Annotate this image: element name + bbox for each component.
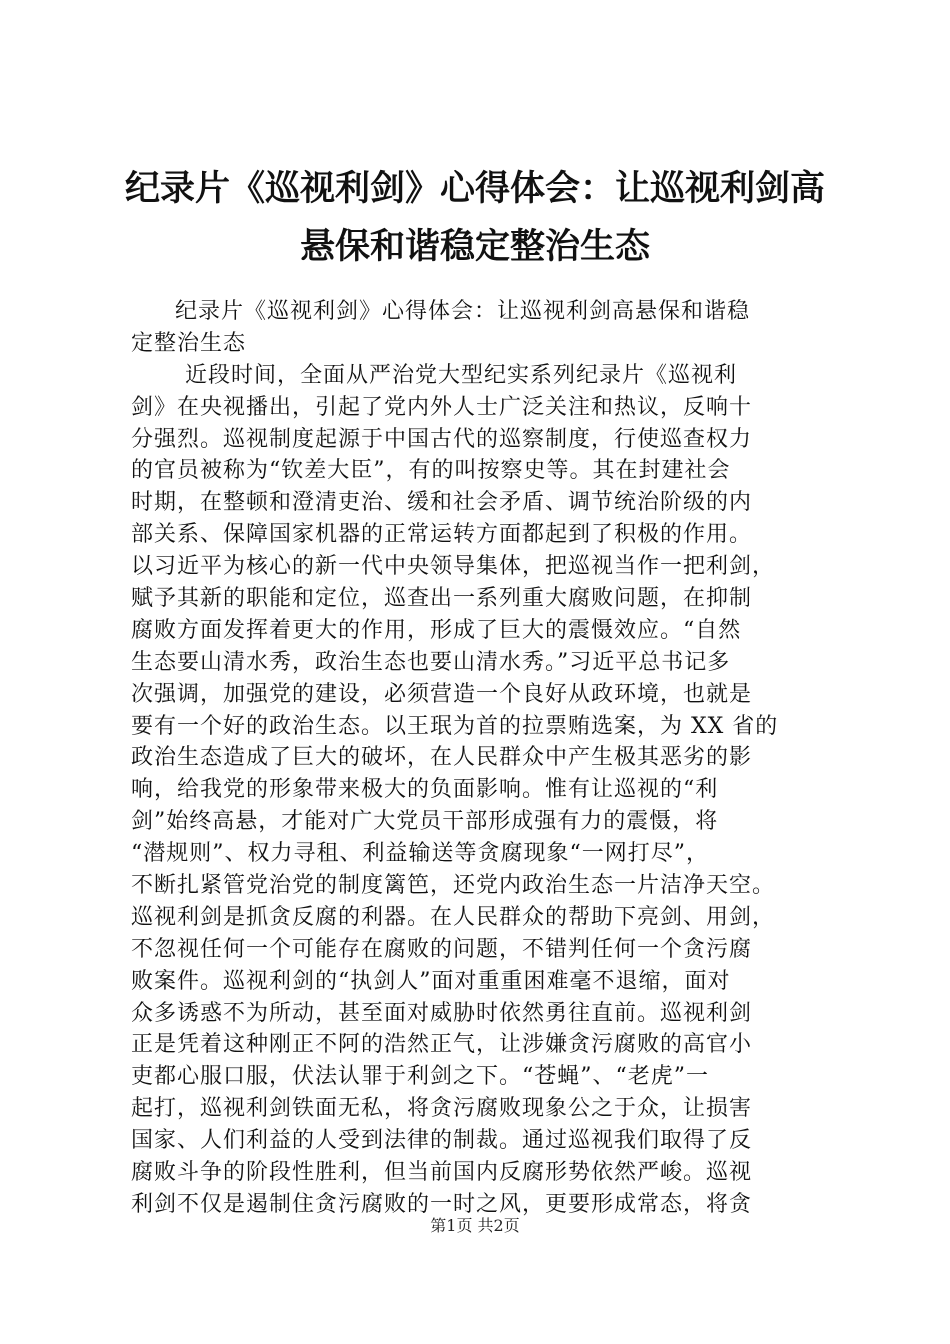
body-line: 吏都心服口服，伏法认罪于利剑之下。“苍蝇”、“老虎”一 <box>131 1064 709 1090</box>
body-line: 利剑不仅是遏制住贪污腐败的一时之风，更要形成常态，将贪 <box>131 1191 753 1217</box>
body-line: 响，给我党的形象带来极大的负面影响。惟有让巡视的“利 <box>131 777 719 803</box>
body-line: 腐败斗争的阶段性胜利，但当前国内反腐形势依然严峻。巡视 <box>131 1160 753 1186</box>
subtitle-line: 定整治生态 <box>131 330 247 356</box>
body-line: 分强烈。巡视制度起源于中国古代的巡察制度，行使巡查权力 <box>131 426 753 452</box>
body-line: 剑”始终高悬，才能对广大党员干部形成强有力的震慑，将 <box>131 809 719 835</box>
body-line: 众多诱惑不为所动，甚至面对威胁时依然勇往直前。巡视利剑 <box>131 1000 753 1026</box>
body-line: 国家、人们利益的人受到法律的制裁。通过巡视我们取得了反 <box>131 1128 753 1154</box>
body-line: 近段时间，全面从严治党大型纪实系列纪录片《巡视利 <box>185 362 738 388</box>
document-title-line: 纪录片《巡视利剑》心得体会：让巡视利剑高 <box>124 168 825 209</box>
body-line: 部关系、保障国家机器的正常运转方面都起到了积极的作用。 <box>131 522 753 548</box>
body-line: 的官员被称为“钦差大臣”，有的叫按察史等。其在封建社会 <box>131 458 731 484</box>
body-line: 不忽视任何一个可能存在腐败的问题，不错判任何一个贪污腐 <box>131 936 753 962</box>
body-line: 生态要山清水秀，政治生态也要山清水秀。”习近平总书记多 <box>131 649 731 675</box>
document-title <box>110 160 840 276</box>
body-line: 时期，在整顿和澄清吏治、缓和社会矛盾、调节统治阶级的内 <box>131 490 753 516</box>
document-body <box>131 296 831 1221</box>
body-line: 起打，巡视利剑铁面无私，将贪污腐败现象公之于众，让损害 <box>131 1096 753 1122</box>
body-line: 政治生态造成了巨大的破坏，在人民群众中产生极其恶劣的影 <box>131 745 753 771</box>
body-line: 败案件。巡视利剑的“执剑人”面对重重困难毫不退缩，面对 <box>131 968 731 994</box>
document-title-line: 悬保和谐稳定整治生态 <box>299 226 650 267</box>
body-line: 腐败方面发挥着更大的作用，形成了巨大的震慑效应。“自然 <box>131 617 742 643</box>
body-line: 正是凭着这种刚正不阿的浩然正气，让涉嫌贪污腐败的高官小 <box>131 1032 753 1058</box>
body-line: 剑》在央视播出，引起了党内外人士广泛关注和热议，反响十 <box>131 394 753 420</box>
subtitle-line: 纪录片《巡视利剑》心得体会：让巡视利剑高悬保和谐稳 <box>175 299 751 324</box>
body-line: 要有一个好的政治生态。以王珉为首的拉票贿选案，为 XX 省的 <box>131 713 779 739</box>
body-line: 次强调，加强党的建设，必须营造一个良好从政环境，也就是 <box>131 681 753 707</box>
page-number-footer: 第1页 共2页 <box>430 1216 520 1235</box>
body-line: 以习近平为核心的新一代中央领导集体，把巡视当作一把利剑， <box>131 554 776 580</box>
body-line: 赋予其新的职能和定位，巡查出一系列重大腐败问题，在抑制 <box>131 586 753 612</box>
body-line: “潜规则”、权力寻租、利益输送等贪腐现象“一网打尽”， <box>131 841 709 867</box>
body-line: 巡视利剑是抓贪反腐的利器。在人民群众的帮助下亮剑、用剑， <box>131 904 776 930</box>
body-line: 不断扎紧管党治党的制度篱笆，还党内政治生态一片洁净天空。 <box>131 873 776 899</box>
